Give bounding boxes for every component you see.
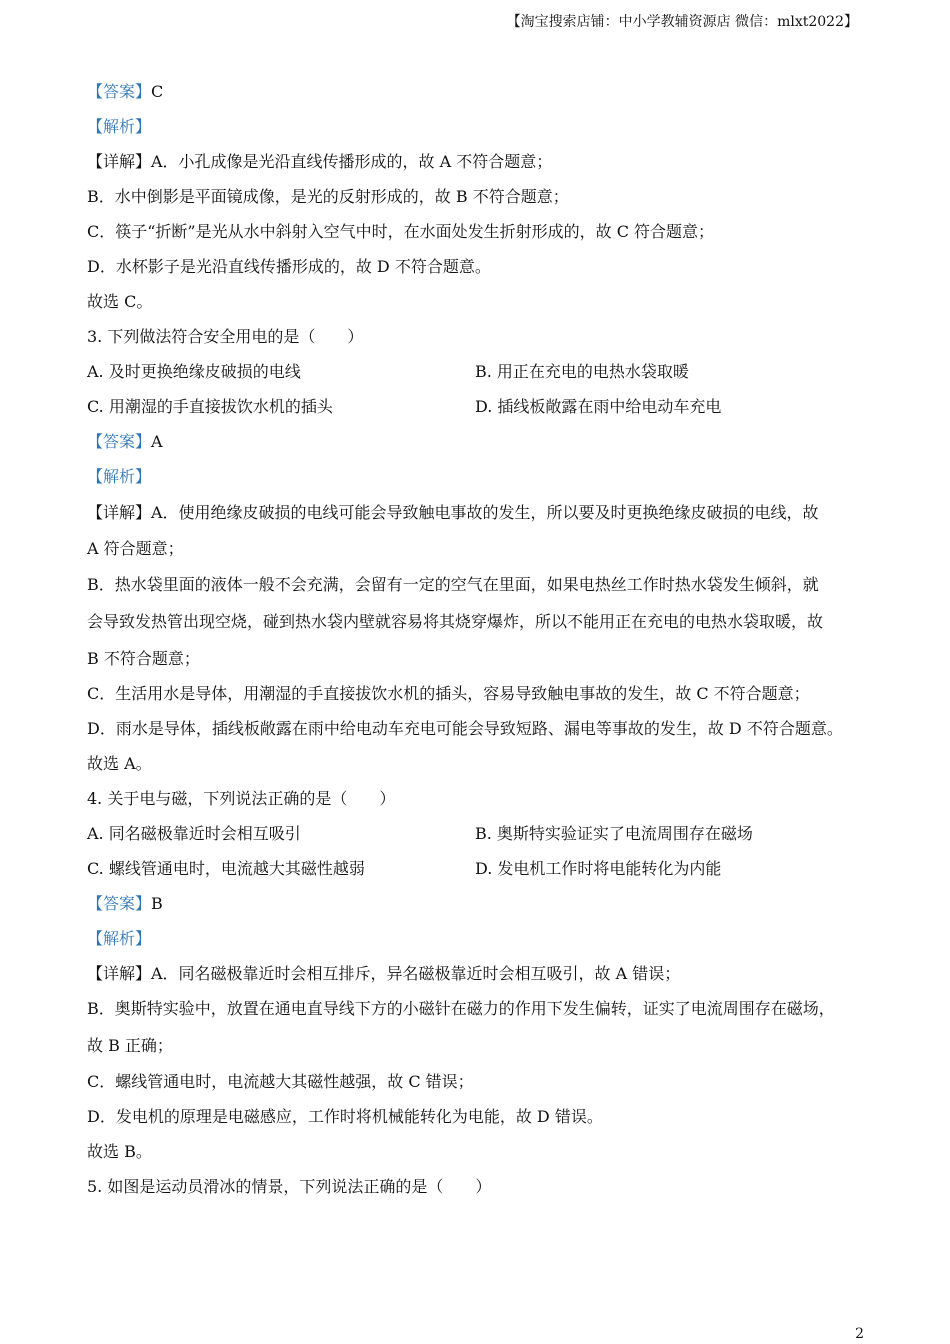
detail-line: 【详解】A．使用绝缘皮破损的电线可能会导致触电事故的发生，所以要及时更换绝缘皮破损的电线，故 — [87, 503, 819, 522]
question-5: 5. 如图是运动员滑冰的情景，下列说法正确的是（ ） — [87, 1177, 492, 1196]
analysis-tag: 【解析】 — [87, 929, 152, 948]
answer-tag: 【答案】 — [87, 432, 152, 451]
detail-line: B 不符合题意； — [87, 649, 200, 668]
option-c: C. 螺线管通电时，电流越大其磁性越弱 — [87, 859, 365, 878]
question-3: 3. 下列做法符合安全用电的是（ ） — [87, 327, 364, 346]
detail-line: C．生活用水是导体，用潮湿的手直接拔饮水机的插头，容易导致触电事故的发生，故 C 不符合题意； — [87, 684, 810, 703]
detail-line: D．发电机的原理是电磁感应，工作时将机械能转化为电能，故 D 错误。 — [87, 1107, 603, 1126]
detail-line: B．热水袋里面的液体一般不会充满，会留有一定的空气在里面，如果电热丝工作时热水袋发生倾斜，就 — [87, 575, 819, 594]
detail-line: A 符合题意； — [87, 539, 184, 558]
detail-line: 故 B 正确； — [87, 1036, 173, 1055]
option-b: B. 奥斯特实验证实了电流周围存在磁场 — [475, 824, 753, 843]
answer-value: A — [151, 432, 163, 451]
answer-line-q3 — [87, 432, 163, 452]
detail-line: 【详解】A．同名磁极靠近时会相互排斥，异名磁极靠近时会相互吸引，故 A 错误； — [87, 964, 681, 983]
option-c: C. 用潮湿的手直接拔饮水机的插头 — [87, 397, 333, 416]
page-header: 【淘宝搜索店铺：中小学教辅资源店 微信：mlxt2022】 — [506, 14, 858, 30]
detail-line: D．水杯影子是光沿直线传播形成的，故 D 不符合题意。 — [87, 257, 491, 276]
detail-line: C．筷子“折断”是光从水中斜射入空气中时，在水面处发生折射形成的，故 C 符合题意； — [87, 222, 715, 241]
detail-line: 【详解】A．小孔成像是光沿直线传播形成的，故 A 不符合题意； — [87, 152, 553, 171]
detail-line: B．水中倒影是平面镜成像，是光的反射形成的，故 B 不符合题意； — [87, 187, 569, 206]
conclusion-line: 故选 B。 — [87, 1142, 152, 1161]
answer-value: B — [151, 894, 163, 913]
answer-value: C — [151, 82, 164, 101]
answer-tag: 【答案】 — [87, 894, 152, 913]
detail-line: C．螺线管通电时，电流越大其磁性越强，故 C 错误； — [87, 1072, 474, 1091]
detail-line: 会导致发热管出现空烧，碰到热水袋内壁就容易将其烧穿爆炸，所以不能用正在充电的电热水袋取暖，故 — [87, 612, 824, 631]
option-a: A. 同名磁极靠近时会相互吸引 — [87, 824, 301, 843]
question-4: 4. 关于电与磁，下列说法正确的是（ ） — [87, 789, 396, 808]
answer-line-q2 — [87, 82, 163, 102]
option-d: D. 发电机工作时将电能转化为内能 — [475, 859, 722, 878]
answer-tag: 【答案】 — [87, 82, 152, 101]
detail-line: D．雨水是导体，插线板敞露在雨中给电动车充电可能会导致短路、漏电等事故的发生，故 D 不符合题意。 — [87, 719, 843, 738]
analysis-tag: 【解析】 — [87, 467, 152, 486]
detail-line: B．奥斯特实验中，放置在通电直导线下方的小磁针在磁力的作用下发生偏转，证实了电流周围存在磁场， — [87, 999, 835, 1018]
option-b: B. 用正在充电的电热水袋取暖 — [475, 362, 689, 381]
option-d: D. 插线板敞露在雨中给电动车充电 — [475, 397, 722, 416]
page-number: 2 — [855, 1326, 864, 1342]
option-a: A. 及时更换绝缘皮破损的电线 — [87, 362, 301, 381]
conclusion-line: 故选 C。 — [87, 292, 153, 311]
analysis-tag: 【解析】 — [87, 117, 152, 136]
answer-line-q4 — [87, 894, 163, 914]
conclusion-line: 故选 A。 — [87, 754, 152, 773]
